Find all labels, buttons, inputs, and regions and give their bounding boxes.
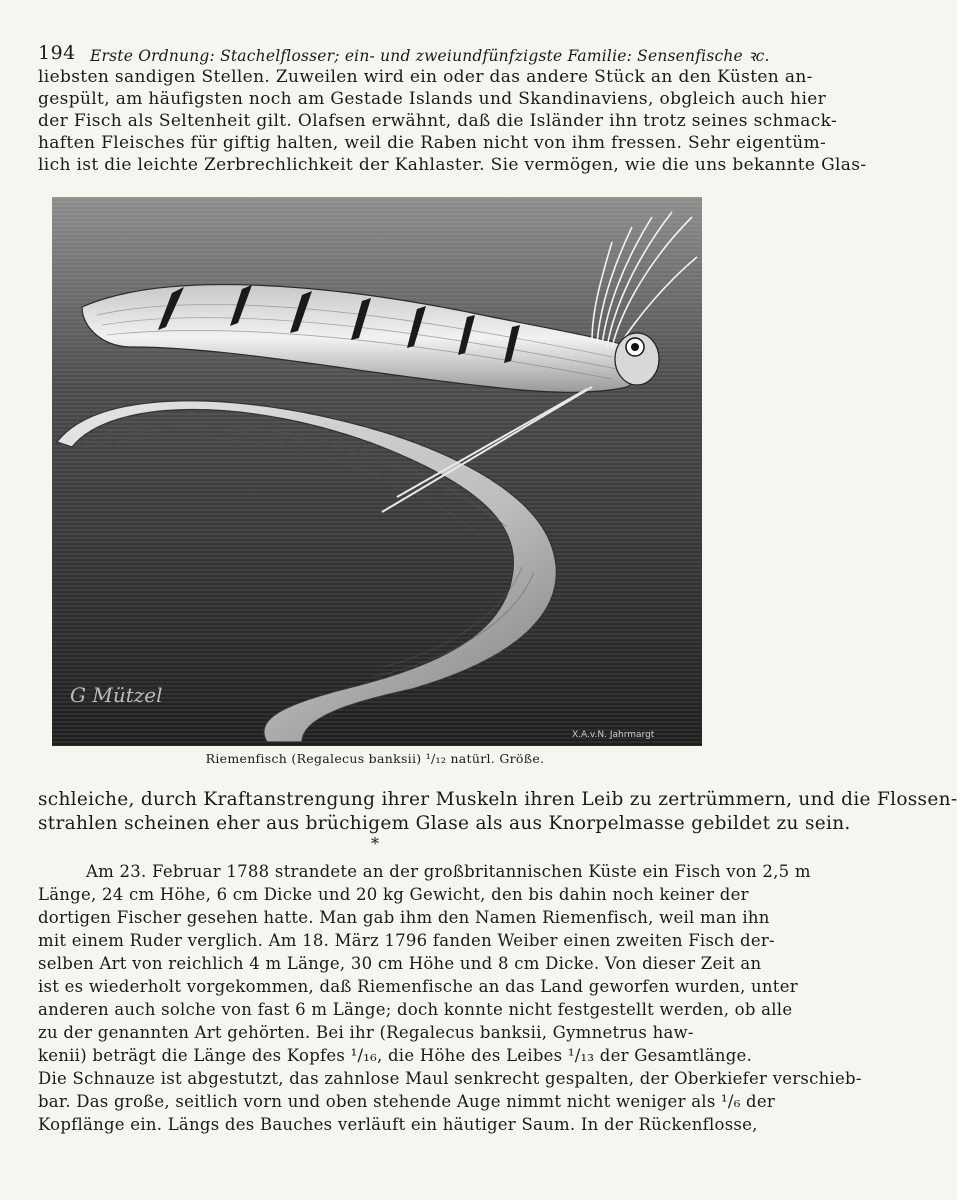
text-line: Länge, 24 cm Höhe, 6 cm Dicke und 20 kg Gewicht, den bis dahin noch keiner der: [38, 885, 749, 904]
text-line: selben Art von reichlich 4 m Länge, 30 cm Höhe und 8 cm Dicke. Von dieser Zeit an: [38, 954, 762, 973]
text-line: ist es wiederholt vorgekommen, daß Riemenfische an das Land geworfen wurden, unter: [38, 977, 798, 996]
engraving-illustration: [52, 197, 702, 746]
engraver-mark: X.A.v.N. Jahrmargt: [572, 730, 655, 740]
text-line: liebsten sandigen Stellen. Zuweilen wird ein oder das andere Stück an den Küsten an-: [38, 67, 813, 87]
text-line: strahlen scheinen eher aus brüchigem Glase als aus Knorpelmasse gebildet zu sein.: [38, 813, 851, 834]
text-line: schleiche, durch Kraftanstrengung ihrer Muskeln ihren Leib zu zertrümmern, und die Flossen-: [38, 789, 957, 810]
artist-signature: G Mützel: [70, 683, 163, 707]
text-line: kenii) beträgt die Länge des Kopfes ¹/₁₆, die Höhe des Leibes ¹/₁₃ der Gesamtlänge.: [38, 1046, 753, 1065]
oarfish-engraving: [52, 197, 702, 746]
figure-caption: Riemenfisch (Regalecus banksii) ¹/₁₂ natürl. Größe.: [205, 751, 545, 766]
text-line: Am 23. Februar 1788 strandete an der großbritannischen Küste ein Fisch von 2,5 m: [86, 862, 811, 881]
paragraph-continued: [38, 788, 957, 836]
text-line: haften Fleisches für giftig halten, weil die Raben nicht von ihm fressen. Sehr eigentüm-: [38, 133, 827, 153]
text-line: zu der genannten Art gehörten. Bei ihr (Regalecus banksii, Gymnetrus haw-: [38, 1023, 694, 1042]
paragraph-main: [38, 860, 862, 1136]
page-header: [38, 42, 770, 66]
running-title: Erste Ordnung: Stachelflosser; ein- und zweiundfünfzigste Familie: Sensenfische ꝛc.: [90, 47, 770, 65]
text-line: anderen auch solche von fast 6 m Länge; doch konnte nicht festgestellt werden, ob alle: [38, 1000, 793, 1019]
text-line: dortigen Fischer gesehen hatte. Man gab ihm den Namen Riemenfisch, weil man ihn: [38, 908, 770, 927]
text-line: Kopflänge ein. Längs des Bauches verläuft ein häutiger Saum. In der Rückenflosse,: [38, 1115, 758, 1134]
text-line: mit einem Ruder verglich. Am 18. März 1796 fanden Weiber einen zweiten Fisch der-: [38, 931, 775, 950]
text-line: bar. Das große, seitlich vorn und oben stehende Auge nimmt nicht weniger als ¹/₆ der: [38, 1092, 776, 1111]
section-divider: *: [371, 834, 379, 853]
text-line: lich ist die leichte Zerbrechlichkeit der Kahlaster. Sie vermögen, wie die uns bekannte Glas-: [38, 155, 867, 175]
text-line: der Fisch als Seltenheit gilt. Olafsen erwähnt, daß die Isländer ihn trotz seines schmack-: [38, 111, 838, 131]
page-number: 194: [38, 42, 76, 64]
text-line: Die Schnauze ist abgestutzt, das zahnlose Maul senkrecht gespalten, der Oberkiefer verschieb-: [38, 1069, 862, 1088]
paragraph-top: [38, 66, 867, 176]
text-line: gespült, am häufigsten noch am Gestade Islands und Skandinaviens, obgleich auch hier: [38, 89, 827, 109]
